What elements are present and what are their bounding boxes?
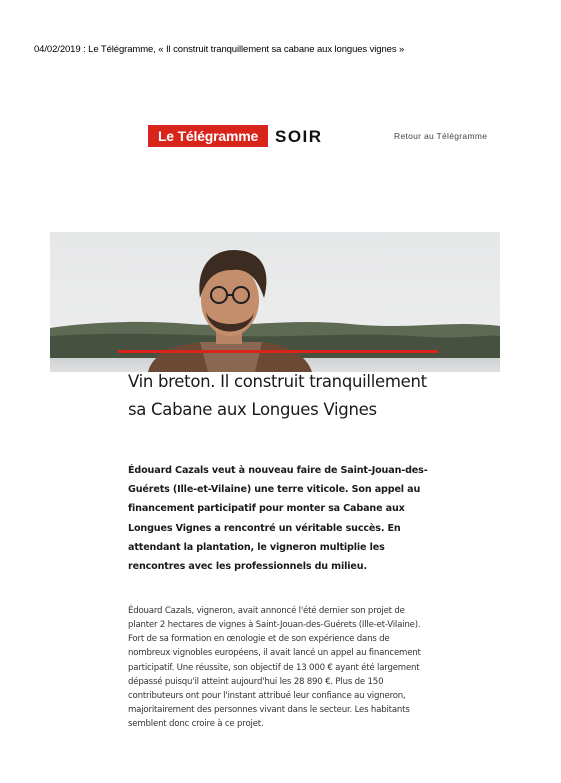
article-title: Vin breton. Il construit tranquillement sa Cabane aux Longues Vignes	[128, 372, 427, 419]
brand-logo[interactable]: Le Télégramme	[148, 125, 268, 147]
back-link[interactable]: Retour au Télégramme	[394, 131, 488, 141]
article-body: Édouard Cazals, vigneron, avait annoncé l'été dernier son projet de planter 2 hectares de vignes à Saint-Jouan-des-Guérets (Ille-et-Vilaine). Fort de sa formation en œnologie et de son expérience dans de nombreux vignobles européens, il avait lancé un appel au financement participatif. Une réussite, son objectif de 13 000 € ayant été largement dépassé puisqu'il atteint aujourd'hui les 28 890 €. Plus de 150 contributeurs ont pour l'instant attribué leur confiance au vigneron, majoritairement des personnes vivant dans le secteur. Les habitants semblent donc croire à ce projet.	[128, 606, 421, 730]
page-header: 04/02/2019 : Le Télégramme, « Il construit tranquillement sa cabane aux longues vignes »	[34, 44, 405, 55]
hero-photo-illustration	[50, 232, 500, 372]
hero-photo	[50, 232, 500, 372]
edition-label: SOIR	[275, 127, 323, 146]
article-lead: Édouard Cazals veut à nouveau faire de Saint-Jouan-des-Guérets (Ille-et-Vilaine) une terre viticole. Son appel au financement participatif pour monter sa Cabane aux Longues Vignes a rencontré un véritable succès. En attendant la plantation, le vigneron multiplie les rencontres avec les professionnels du milieu.	[128, 465, 428, 573]
